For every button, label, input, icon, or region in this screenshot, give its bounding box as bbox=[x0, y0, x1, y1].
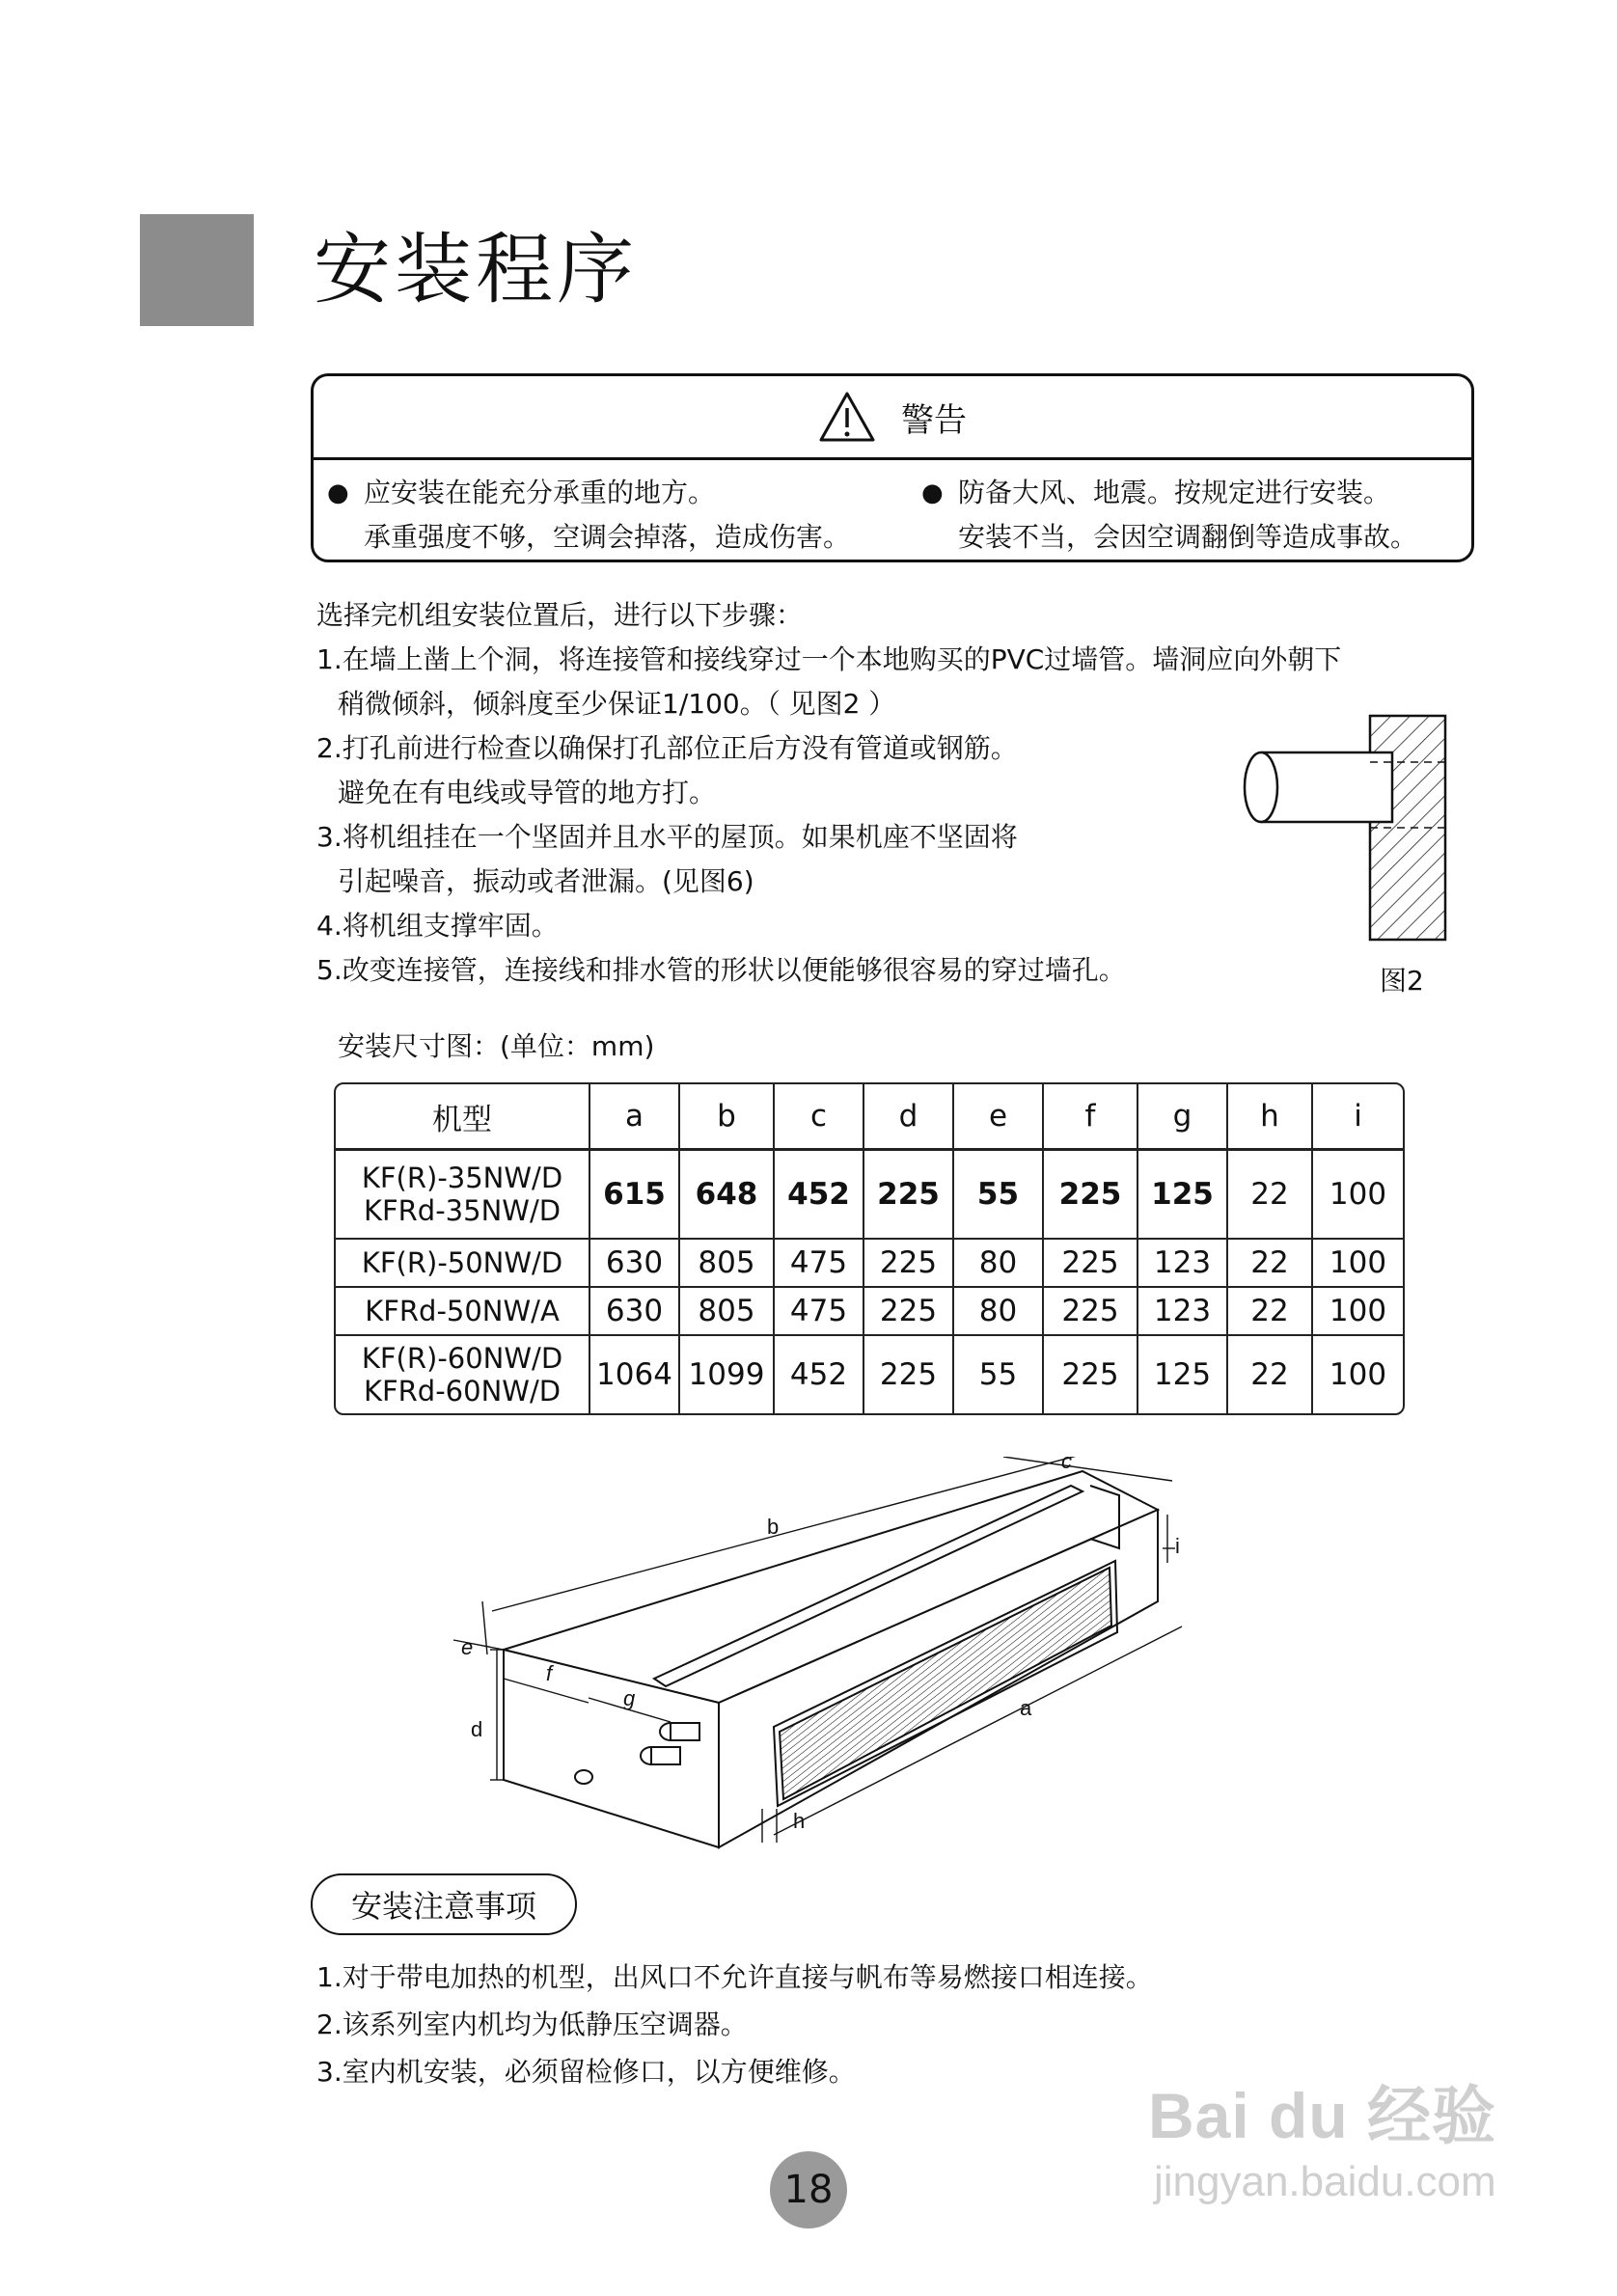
note-2: 2.该系列室内机均为低静压空调器。 bbox=[316, 2009, 748, 2040]
model-cell bbox=[336, 1151, 590, 1240]
value-d: 225 bbox=[864, 1336, 954, 1413]
value-g: 123 bbox=[1138, 1288, 1228, 1336]
warning-title: 警告 bbox=[901, 400, 967, 440]
value-b: 805 bbox=[680, 1288, 775, 1336]
value-h: 22 bbox=[1228, 1240, 1313, 1288]
step-2: 2.打孔前进行检查以确保打孔部位正后方没有管道或钢筋。 bbox=[316, 732, 1018, 764]
value-f: 225 bbox=[1044, 1288, 1138, 1336]
value-h: 22 bbox=[1228, 1336, 1313, 1413]
figure-2-label: 图2 bbox=[1380, 965, 1424, 997]
value-f: 225 bbox=[1044, 1336, 1138, 1413]
note-1: 1.对于带电加热的机型，出风口不允许直接与帆布等易燃接口相连接。 bbox=[316, 1961, 1153, 1993]
bullet-icon: ● bbox=[921, 478, 944, 507]
warning-right-line2: 安装不当，会因空调翻倒等造成事故。 bbox=[958, 521, 1418, 553]
step-3: 3.将机组挂在一个坚固并且水平的屋顶。如果机座不坚固将 bbox=[316, 821, 1018, 853]
value-h: 22 bbox=[1228, 1288, 1313, 1336]
model-name: KF(R)-60NW/D bbox=[361, 1342, 563, 1375]
label-h: h bbox=[793, 1809, 806, 1833]
warning-left-line1: 应安装在能充分承重的地方。 bbox=[364, 477, 716, 508]
header-e: e bbox=[954, 1084, 1044, 1151]
page-number: 18 bbox=[770, 2151, 847, 2228]
step-4: 4.将机组支撑牢固。 bbox=[316, 910, 559, 942]
value-i: 100 bbox=[1313, 1240, 1403, 1288]
value-f: 225 bbox=[1044, 1151, 1138, 1240]
value-e: 80 bbox=[954, 1288, 1044, 1336]
value-b: 1099 bbox=[680, 1336, 775, 1413]
header-c: c bbox=[775, 1084, 864, 1151]
table-header-row bbox=[336, 1084, 1403, 1151]
header-h: h bbox=[1228, 1084, 1313, 1151]
step-1: 1.在墙上凿上个洞，将连接管和接线穿过一个本地购买的PVC过墙管。墙洞应向外朝下 bbox=[316, 643, 1342, 675]
value-c: 475 bbox=[775, 1240, 864, 1288]
warning-header bbox=[314, 376, 1471, 460]
label-c: c bbox=[1061, 1457, 1072, 1473]
value-c: 452 bbox=[775, 1151, 864, 1240]
value-a: 615 bbox=[590, 1151, 680, 1240]
table-row bbox=[336, 1240, 1403, 1288]
step-3-continued: 引起噪音，振动或者泄漏。(见图6) bbox=[338, 865, 754, 897]
warning-left-item bbox=[327, 471, 850, 560]
value-c: 452 bbox=[775, 1336, 864, 1413]
header-g: g bbox=[1138, 1084, 1228, 1151]
bullet-icon: ● bbox=[327, 478, 349, 507]
value-a: 1064 bbox=[590, 1336, 680, 1413]
value-e: 55 bbox=[954, 1336, 1044, 1413]
label-e: e bbox=[461, 1635, 474, 1659]
header-i: i bbox=[1313, 1084, 1403, 1151]
label-f: f bbox=[546, 1661, 553, 1685]
header-d: d bbox=[864, 1084, 954, 1151]
value-d: 225 bbox=[864, 1151, 954, 1240]
model-name: KF(R)-35NW/D bbox=[361, 1162, 563, 1194]
warning-left-line2: 承重强度不够，空调会掉落，造成伤害。 bbox=[364, 521, 851, 553]
installation-notes bbox=[316, 1954, 1153, 2095]
value-g: 125 bbox=[1138, 1336, 1228, 1413]
model-cell bbox=[336, 1336, 590, 1413]
header-model: 机型 bbox=[336, 1084, 590, 1151]
label-a: a bbox=[1020, 1696, 1032, 1720]
value-a: 630 bbox=[590, 1288, 680, 1336]
value-f: 225 bbox=[1044, 1240, 1138, 1288]
dimension-caption: 安装尺寸图：(单位：mm) bbox=[338, 1030, 655, 1062]
value-i: 100 bbox=[1313, 1288, 1403, 1336]
warning-box bbox=[311, 373, 1474, 562]
warning-right-line1: 防备大风、地震。按规定进行安装。 bbox=[958, 477, 1391, 508]
indoor-unit-dimension-diagram bbox=[434, 1457, 1206, 1881]
value-g: 125 bbox=[1138, 1151, 1228, 1240]
value-b: 648 bbox=[680, 1151, 775, 1240]
table-row bbox=[336, 1151, 1403, 1240]
steps-intro: 选择完机组安装位置后，进行以下步骤： bbox=[316, 599, 804, 631]
label-d: d bbox=[471, 1717, 483, 1741]
label-b: b bbox=[767, 1515, 780, 1539]
value-e: 55 bbox=[954, 1151, 1044, 1240]
step-1-continued: 稍微倾斜，倾斜度至少保证1/100。（ 见图2 ） bbox=[338, 688, 896, 720]
page-title: 安装程序 bbox=[314, 225, 638, 314]
header-a: a bbox=[590, 1084, 680, 1151]
value-i: 100 bbox=[1329, 1357, 1387, 1392]
value-d: 225 bbox=[864, 1240, 954, 1288]
table-row bbox=[336, 1288, 1403, 1336]
warning-triangle-icon bbox=[818, 391, 876, 443]
header-b: b bbox=[680, 1084, 775, 1151]
title-block-marker bbox=[140, 214, 254, 326]
figure-2-wall-pipe-diagram bbox=[1230, 704, 1462, 945]
step-2-continued: 避免在有电线或导管的地方打。 bbox=[338, 777, 717, 808]
model-name: KFRd-35NW/D bbox=[363, 1194, 562, 1227]
baidu-watermark bbox=[1148, 2064, 1496, 2206]
warning-right-item bbox=[921, 471, 1417, 560]
value-a: 630 bbox=[590, 1240, 680, 1288]
watermark-url: jingyan.baidu.com bbox=[1154, 2158, 1496, 2205]
value-h: 22 bbox=[1228, 1151, 1313, 1240]
label-g: g bbox=[623, 1686, 636, 1710]
value-c: 475 bbox=[775, 1288, 864, 1336]
value-b: 805 bbox=[680, 1240, 775, 1288]
step-5: 5.改变连接管，连接线和排水管的形状以便能够很容易的穿过墙孔。 bbox=[316, 954, 1126, 986]
notes-heading: 安装注意事项 bbox=[311, 1873, 577, 1935]
model-name: KFRd-60NW/D bbox=[363, 1375, 562, 1408]
label-i: i bbox=[1175, 1534, 1180, 1558]
dimension-table bbox=[334, 1082, 1405, 1415]
header-f: f bbox=[1044, 1084, 1138, 1151]
value-i: 100 bbox=[1313, 1151, 1403, 1240]
model-cell: KFRd-50NW/A bbox=[336, 1288, 590, 1336]
value-d: 225 bbox=[864, 1288, 954, 1336]
watermark-logo: Bai du 经验 bbox=[1148, 2080, 1497, 2151]
table-row bbox=[336, 1336, 1403, 1413]
note-3: 3.室内机安装，必须留检修口，以方便维修。 bbox=[316, 2056, 856, 2088]
value-g: 123 bbox=[1138, 1240, 1228, 1288]
model-cell: KF(R)-50NW/D bbox=[336, 1240, 590, 1288]
value-e: 80 bbox=[954, 1240, 1044, 1288]
